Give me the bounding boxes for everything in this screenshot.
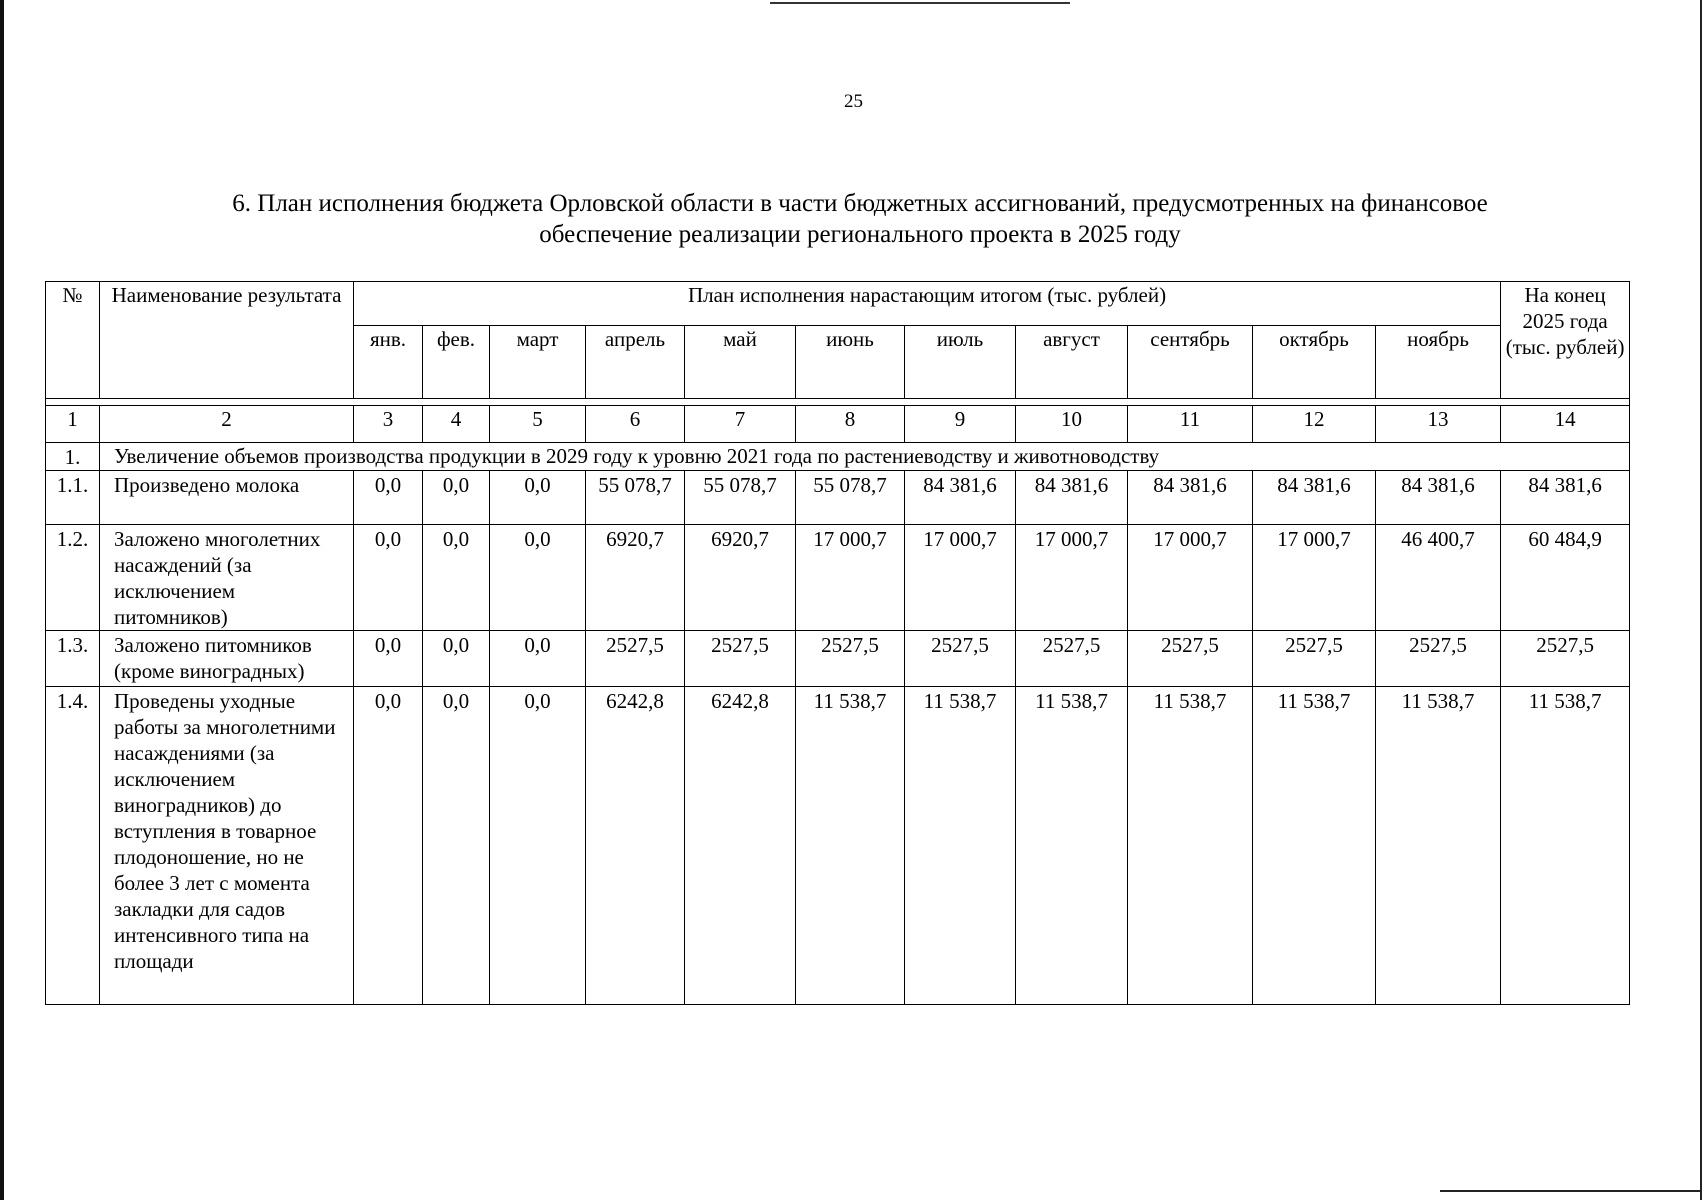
row-value: 2527,5 — [1501, 631, 1630, 687]
row-value: 0,0 — [490, 471, 586, 525]
column-number: 7 — [685, 406, 796, 443]
column-number: 13 — [1376, 406, 1501, 443]
column-number: 12 — [1253, 406, 1376, 443]
header-no: № — [46, 282, 100, 399]
row-value: 17 000,7 — [1016, 525, 1128, 631]
row-value: 84 381,6 — [905, 471, 1016, 525]
header-row-group — [46, 282, 1630, 326]
table-row — [46, 471, 1630, 525]
column-number: 10 — [1016, 406, 1128, 443]
section-number: 1. — [46, 443, 100, 471]
title-line-1: 6. План исполнения бюджета Орловской области в части бюджетных ассигнований, предусмотренных на финансовое — [232, 190, 1488, 217]
table-row — [46, 525, 1630, 631]
row-value: 0,0 — [423, 471, 490, 525]
scan-edge-left — [0, 0, 4, 1200]
header-month: октябрь — [1253, 326, 1376, 399]
budget-plan-table — [45, 281, 1630, 1005]
row-value: 11 538,7 — [1376, 687, 1501, 1005]
header-month: август — [1016, 326, 1128, 399]
row-value: 11 538,7 — [1253, 687, 1376, 1005]
column-number: 4 — [423, 406, 490, 443]
row-value: 0,0 — [423, 525, 490, 631]
row-value: 46 400,7 — [1376, 525, 1501, 631]
row-value: 17 000,7 — [1253, 525, 1376, 631]
row-value: 84 381,6 — [1253, 471, 1376, 525]
row-name: Произведено молока — [100, 471, 354, 525]
row-value: 17 000,7 — [905, 525, 1016, 631]
row-value: 2527,5 — [905, 631, 1016, 687]
header-name: Наименование результата — [100, 282, 354, 399]
row-value: 55 078,7 — [685, 471, 796, 525]
page-number: 25 — [844, 91, 863, 112]
row-value: 84 381,6 — [1376, 471, 1501, 525]
header-month: фев. — [423, 326, 490, 399]
row-value: 2527,5 — [1253, 631, 1376, 687]
column-number: 2 — [100, 406, 354, 443]
row-value: 55 078,7 — [586, 471, 685, 525]
row-name: Проведены уходные работы за многолетними насаждениями (за исключением виноградников) до вступления в товарное плодоношение, но не более 3 лет с момента закладки для садов интенсивного типа на площади — [100, 687, 354, 1005]
row-value: 84 381,6 — [1016, 471, 1128, 525]
row-value: 0,0 — [490, 687, 586, 1005]
section-row — [46, 443, 1630, 471]
row-value: 2527,5 — [586, 631, 685, 687]
row-number: 1.3. — [46, 631, 100, 687]
row-value: 2527,5 — [796, 631, 905, 687]
header-month: июль — [905, 326, 1016, 399]
row-value: 60 484,9 — [1501, 525, 1630, 631]
column-number: 11 — [1128, 406, 1253, 443]
row-value: 84 381,6 — [1501, 471, 1630, 525]
header-month: ноябрь — [1376, 326, 1501, 399]
header-plan-group: План исполнения нарастающим итогом (тыс. рублей) — [354, 282, 1501, 326]
table-row — [46, 687, 1630, 1005]
row-value: 11 538,7 — [796, 687, 905, 1005]
title-line-2: обеспечение реализации регионального проекта в 2025 году — [539, 221, 1181, 248]
row-value: 2527,5 — [685, 631, 796, 687]
row-number: 1.1. — [46, 471, 100, 525]
row-value: 6242,8 — [586, 687, 685, 1005]
header-month: май — [685, 326, 796, 399]
scan-edge-right — [1700, 0, 1702, 1200]
row-value: 6920,7 — [685, 525, 796, 631]
column-number: 9 — [905, 406, 1016, 443]
row-value: 0,0 — [354, 631, 423, 687]
header-month: апрель — [586, 326, 685, 399]
header-month: янв. — [354, 326, 423, 399]
column-number: 8 — [796, 406, 905, 443]
column-number: 6 — [586, 406, 685, 443]
row-value: 0,0 — [354, 525, 423, 631]
row-value: 17 000,7 — [1128, 525, 1253, 631]
column-numbers-row — [46, 406, 1630, 443]
document-title — [110, 188, 1610, 250]
header-month: сентябрь — [1128, 326, 1253, 399]
row-value: 11 538,7 — [905, 687, 1016, 1005]
row-value: 0,0 — [490, 525, 586, 631]
header-month: март — [490, 326, 586, 399]
row-value: 2527,5 — [1128, 631, 1253, 687]
row-value: 55 078,7 — [796, 471, 905, 525]
row-number: 1.2. — [46, 525, 100, 631]
row-value: 0,0 — [354, 471, 423, 525]
row-value: 6920,7 — [586, 525, 685, 631]
row-value: 11 538,7 — [1128, 687, 1253, 1005]
header-separator — [46, 399, 1630, 406]
row-value: 11 538,7 — [1016, 687, 1128, 1005]
row-value: 84 381,6 — [1128, 471, 1253, 525]
section-title: Увеличение объемов производства продукции в 2029 году к уровню 2021 года по растениеводству и животноводству — [100, 443, 1630, 471]
table-row — [46, 631, 1630, 687]
row-name: Заложено многолетних насаждений (за исключением питомников) — [100, 525, 354, 631]
row-value: 0,0 — [423, 687, 490, 1005]
header-end-of-year: На конец 2025 года (тыс. рублей) — [1501, 282, 1630, 399]
column-number: 1 — [46, 406, 100, 443]
scan-edge-bottom — [1440, 1190, 1702, 1192]
separator-cell — [46, 399, 1630, 406]
row-value: 0,0 — [423, 631, 490, 687]
column-number: 5 — [490, 406, 586, 443]
row-value: 17 000,7 — [796, 525, 905, 631]
row-value: 0,0 — [490, 631, 586, 687]
row-value: 2527,5 — [1376, 631, 1501, 687]
row-value: 6242,8 — [685, 687, 796, 1005]
row-value: 0,0 — [354, 687, 423, 1005]
row-name: Заложено питомников (кроме виноградных) — [100, 631, 354, 687]
row-number: 1.4. — [46, 687, 100, 1005]
scan-edge-top — [770, 2, 1070, 4]
column-number: 14 — [1501, 406, 1630, 443]
row-value: 11 538,7 — [1501, 687, 1630, 1005]
column-number: 3 — [354, 406, 423, 443]
row-value: 2527,5 — [1016, 631, 1128, 687]
header-month: июнь — [796, 326, 905, 399]
